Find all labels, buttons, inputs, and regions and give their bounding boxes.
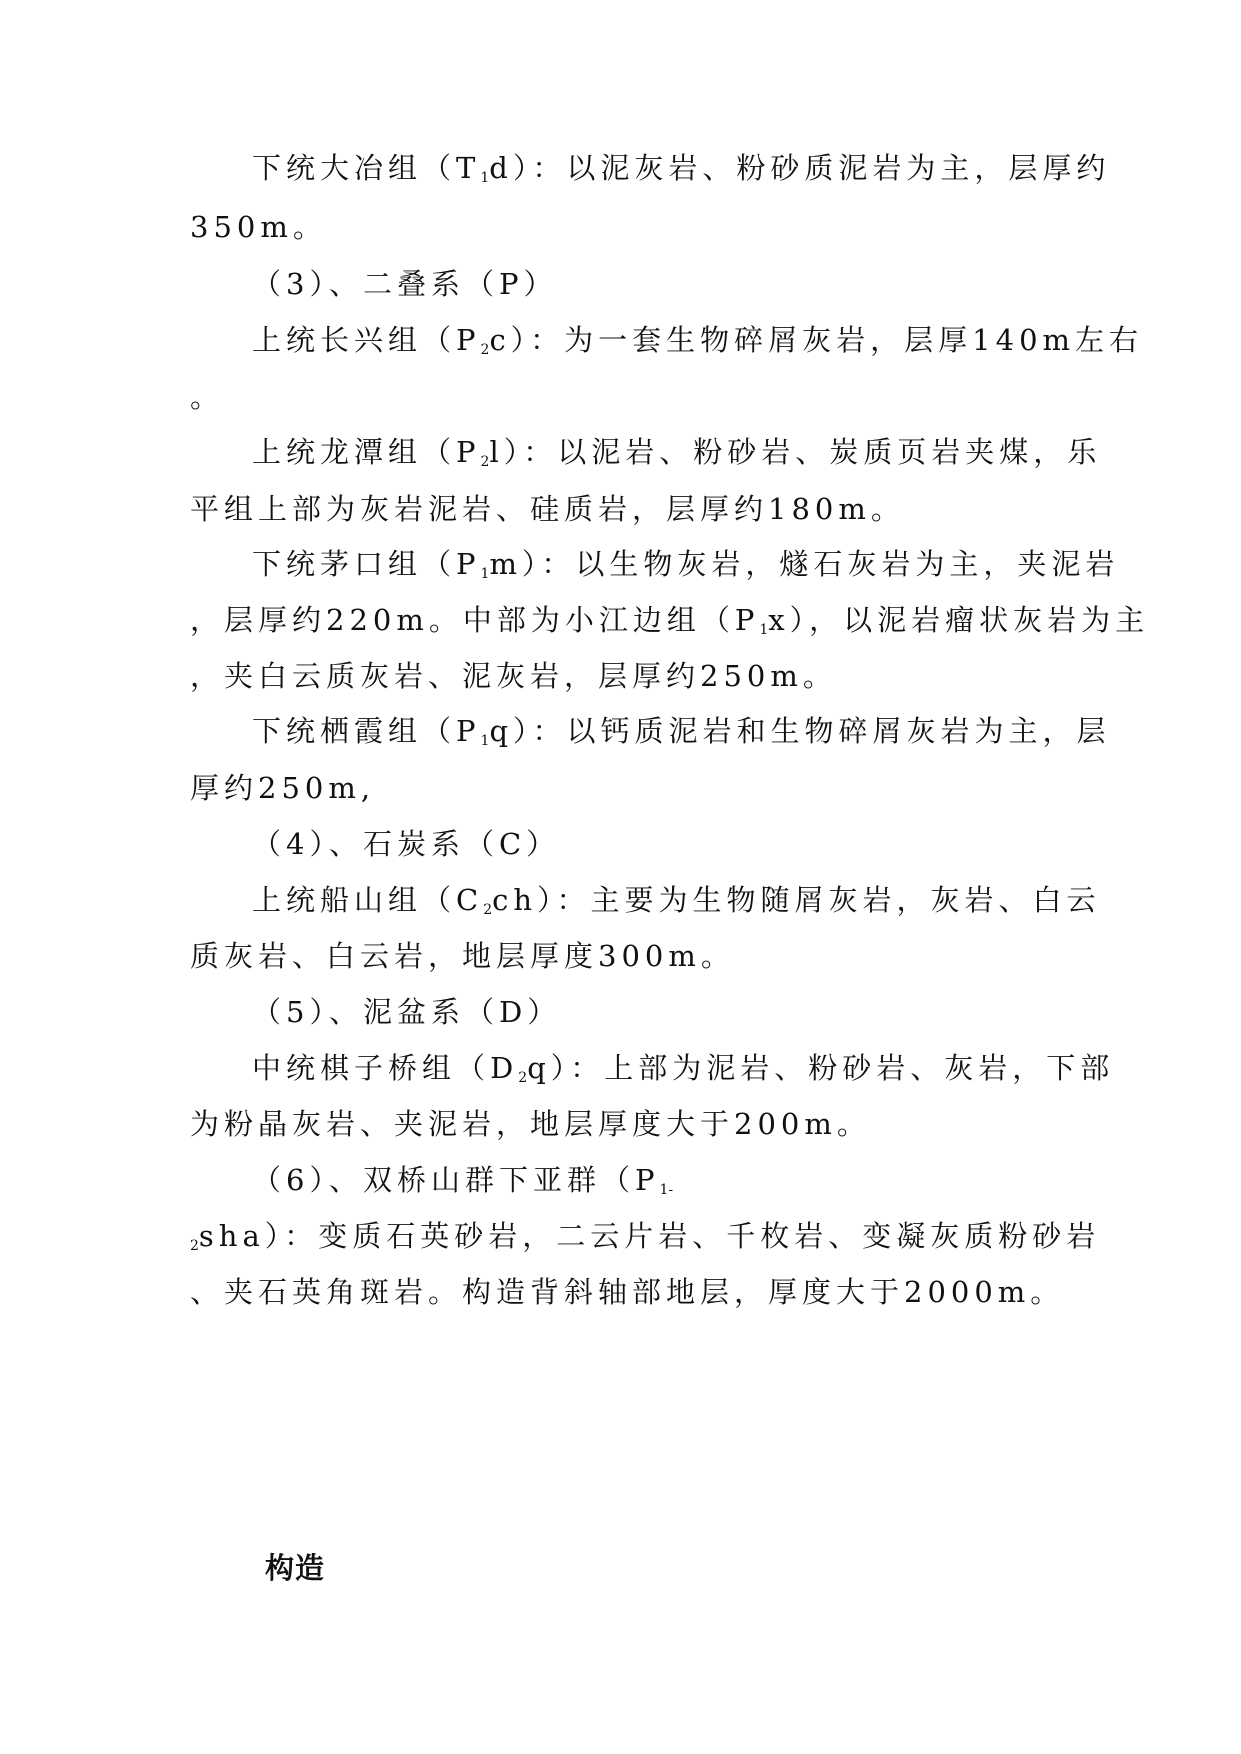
paragraph-line: 为粉晶灰岩、夹泥岩，地层厚度大于200m。 — [190, 1107, 871, 1141]
paragraph-line: $_2$sha）：变质石英砂岩，二云片岩、千枚岩、变凝灰质粉砂岩 — [190, 1219, 1101, 1254]
paragraph-line: 。 — [190, 380, 225, 414]
paragraph-line: 下统栖霞组$(P_1q)$：以钙质泥岩和生物碎屑灰岩为主，层 — [252, 714, 1111, 749]
paragraph-line: 上统船山组$(C_2ch)$：主要为生物随屑灰岩，灰岩、白云 — [252, 883, 1101, 918]
paragraph-line: ，层厚约220m。中部为小江边组$(P_1x)$，以泥岩瘤状灰岩为主 — [190, 603, 1150, 638]
paragraph-line: 下统茅口组$(P_1m)$：以生物灰岩，燧石灰岩为主，夹泥岩 — [252, 547, 1120, 582]
paragraph-line: 下统大冶组$(T_1d)$：以泥灰岩、粉砂质泥岩为主，层厚约 — [252, 151, 1111, 186]
paragraph-line: 上统长兴组$(P_2c)$：为一套生物碎屑灰岩，层厚140m左右 — [252, 323, 1144, 358]
section-heading: 构造 — [265, 1551, 326, 1585]
section-title: （5）、泥盆系（D） — [252, 995, 562, 1029]
section-title: （4）、石炭系（C） — [252, 827, 561, 861]
section-title: （3）、二叠系（P） — [252, 267, 558, 301]
paragraph-line: 质灰岩、白云岩，地层厚度300m。 — [190, 939, 735, 973]
section-title: （6）、双桥山群下亚群（$P_{1-}$ — [252, 1163, 674, 1198]
paragraph-line: ，夹白云质灰岩、泥灰岩，层厚约250m。 — [190, 659, 837, 693]
paragraph-line: 上统龙潭组$(P_2l)$：以泥岩、粉砂岩、炭质页岩夹煤，乐 — [252, 435, 1102, 470]
paragraph-line: 、夹石英角斑岩。构造背斜轴部地层，厚度大于2000m。 — [190, 1275, 1065, 1309]
paragraph-line: 中统棋子桥组$(D_2q)$：上部为泥岩、粉砂岩、灰岩，下部 — [252, 1051, 1115, 1086]
paragraph-line: 350m。 — [190, 210, 327, 244]
paragraph-line: 平组上部为灰岩泥岩、硅质岩，层厚约180m。 — [190, 492, 905, 526]
paragraph-line: 厚约250m, — [190, 771, 376, 805]
